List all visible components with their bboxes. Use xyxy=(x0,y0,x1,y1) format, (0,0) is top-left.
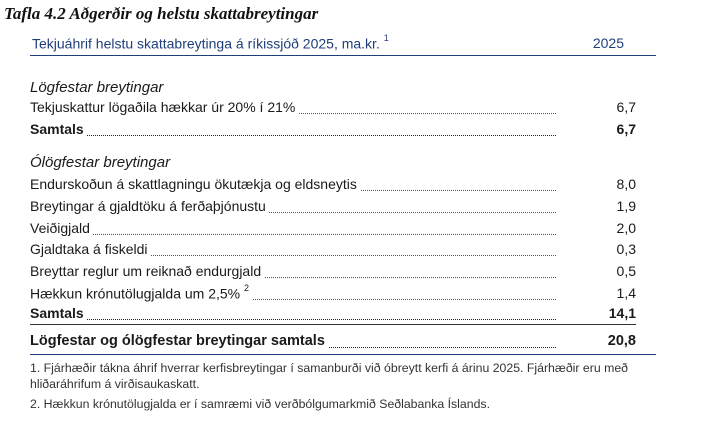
row-label: Veiðigjald xyxy=(30,220,93,236)
section-title-not-enacted: Ólögfestar breytingar xyxy=(30,154,171,171)
header-rule xyxy=(30,55,656,56)
table-row xyxy=(30,284,636,304)
subtotal-label: Samtals xyxy=(30,305,87,321)
table-header xyxy=(30,33,636,55)
table-row xyxy=(30,98,636,118)
leader-dots xyxy=(30,135,556,136)
row-label-text: Hækkun krónutölugjalda um 2,5% xyxy=(30,285,241,302)
table-bottom-rule xyxy=(30,354,656,355)
row-value: 1,4 xyxy=(614,285,636,301)
row-label: Breytingar á gjaldtöku á ferðaþjónustu xyxy=(30,198,269,214)
table-row-subtotal xyxy=(30,304,636,324)
header-footnote-marker: 1 xyxy=(383,33,389,43)
row-label xyxy=(30,285,252,302)
header-label-text: Tekjuáhrif helstu skattabreytinga á ríkissjóð 2025, ma.kr. xyxy=(32,35,380,52)
row-label: Endurskoðun á skattlagningu ökutækja og eldsneytis xyxy=(30,176,360,192)
row-value: 0,3 xyxy=(614,241,636,257)
row-label: Tekjuskattur lögaðila hækkar úr 20% í 21% xyxy=(30,99,298,115)
leader-dots xyxy=(30,234,556,235)
subtotal-value: 6,7 xyxy=(614,121,636,137)
row-value: 1,9 xyxy=(614,198,636,214)
row-value: 0,5 xyxy=(614,263,636,279)
header-year: 2025 xyxy=(592,35,624,51)
table-row xyxy=(30,262,636,282)
row-value: 6,7 xyxy=(614,99,636,115)
table-row xyxy=(30,197,636,217)
row-value: 8,0 xyxy=(614,176,636,192)
table-caption: Tafla 4.2 Aðgerðir og helstu skattabreytingar xyxy=(4,4,319,23)
grand-total-value: 20,8 xyxy=(605,333,636,349)
section-title-enacted: Lögfestar breytingar xyxy=(30,79,164,96)
table-row xyxy=(30,219,636,239)
footnote: 1. Fjárhæðir tákna áhrif hverrar kerfisbreytingar í samanburði við óbreytt kerfi á árinu 2025. Fjárhæðir eru með hliðaráhrifum á virðisaukaskatt. xyxy=(30,361,629,391)
table-row xyxy=(30,240,636,260)
row-value: 2,0 xyxy=(614,220,636,236)
row-footnote-marker: 2 xyxy=(244,283,250,293)
grand-total-label: Lögfestar og ólögfestar breytingar samtals xyxy=(30,333,328,349)
subtotal-label: Samtals xyxy=(30,121,87,137)
row-label: Breyttar reglur um reiknað endurgjald xyxy=(30,263,264,279)
leader-dots xyxy=(30,319,556,320)
subtotal-rule xyxy=(30,324,636,325)
footnote: 2. Hækkun krónutölugjalda er í samræmi við verðbólgumarkmið Seðlabanka Íslands. xyxy=(30,397,490,411)
table-row xyxy=(30,175,636,195)
row-label: Gjaldtaka á fiskeldi xyxy=(30,241,151,257)
subtotal-value: 14,1 xyxy=(606,305,636,321)
table-row-grand-total xyxy=(30,332,636,352)
header-label xyxy=(32,35,389,52)
table-row-subtotal xyxy=(30,120,636,140)
